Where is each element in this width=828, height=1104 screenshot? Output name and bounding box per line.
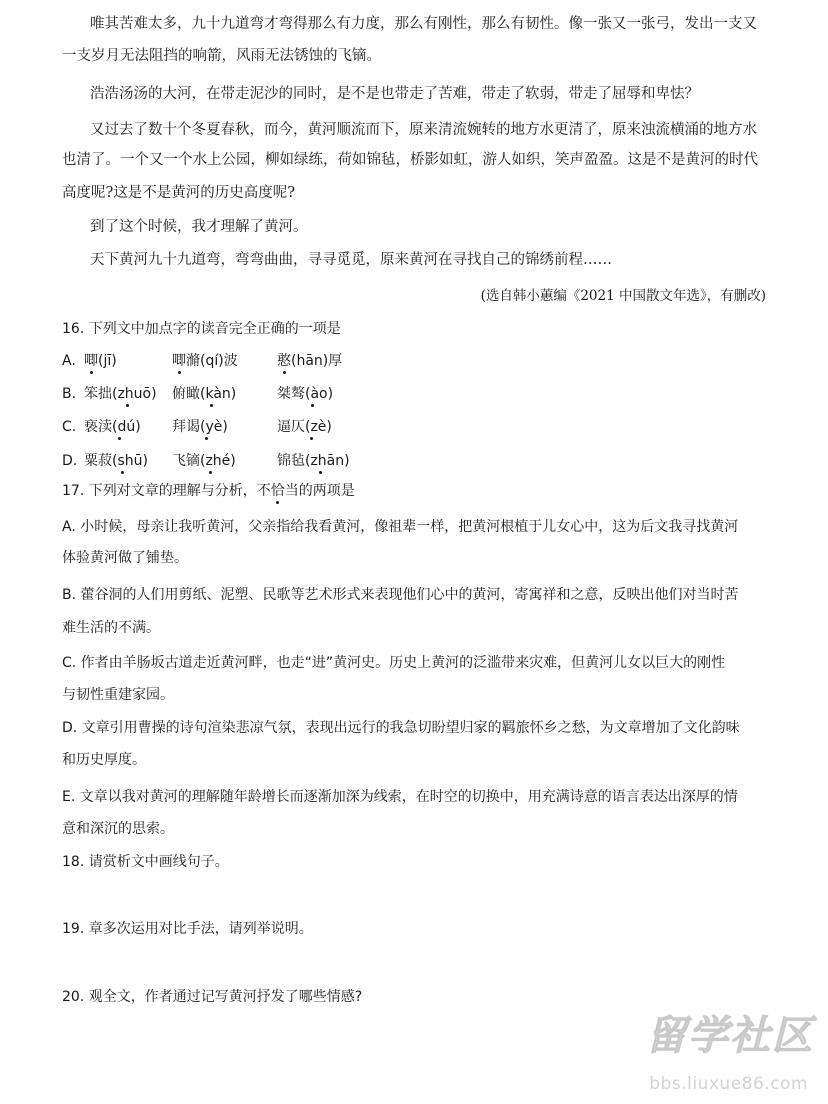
option-word-3: 憨(hān)厚 (277, 353, 343, 369)
passage-line: 到了这个时候，我才理解了黄河。 (90, 219, 308, 235)
q17-option-d-line: D. 文章引用曹操的诗句渲染悲凉气氛，表现出远行的我急切盼望归家的羁旅怀乡之愁，为文章增加了文化韵味 (62, 720, 740, 736)
option-word-3: 桀骜(ào) (277, 386, 334, 402)
question-18: 18. 请赏析文中画线句子。 (62, 854, 229, 870)
passage-line: 浩浩汤汤的大河，在带走泥沙的同时，是不是也带走了苦难，带走了软弱，带走了屈辱和卑怯？ (90, 86, 699, 102)
option-label: B. (62, 386, 77, 402)
question-19: 19. 章多次运用对比手法，请列举说明。 (62, 921, 313, 937)
q17-option-b-line: 难生活的不满。 (62, 620, 160, 636)
option-word-1: 唧(jī) (84, 353, 117, 369)
q17-option-a-line: A. 小时候，母亲让我听黄河，父亲指给我看黄河，像祖辈一样，把黄河根植于儿女心中，这为后文我寻找黄河 (62, 519, 739, 535)
question-20: 20. 观全文，作者通过记写黄河抒发了哪些情感? (62, 989, 363, 1005)
option-word-1: 笨拙(zhuō) (84, 386, 157, 402)
option-word-2: 唧滫(qí)波 (172, 353, 238, 369)
option-word-2: 拜谒(yè) (172, 419, 228, 435)
option-word-2: 飞镝(zhé) (172, 453, 236, 469)
watermark-logo: 留学社区 (646, 1013, 814, 1059)
passage-line: 天下黄河九十九道弯，弯弯曲曲，寻寻觅觅，原来黄河在寻找自己的锦绣前程…… (90, 252, 612, 268)
q17-option-a-line: 体验黄河做了铺垫。 (62, 550, 188, 566)
option-word-3: 锦毡(zhān) (277, 453, 350, 469)
source-citation: (选自韩小蕙编《2021 中国散文年选》，有删改) (480, 288, 766, 304)
q17-option-e-line: 意和深沉的思索。 (62, 821, 174, 837)
watermark-url: bbs.liuxue86.com (649, 1074, 808, 1094)
question-16-stem: 16. 下列文中加点字的读音完全正确的一项是 (62, 321, 341, 337)
option-label: D. (62, 453, 78, 469)
emphasis-not-appropriate: 不恰当 (256, 483, 299, 499)
option-label: A. (62, 353, 76, 369)
passage-line: 唯其苦难太多，九十九道弯才弯得那么有力度，那么有刚性，那么有韧性。像一张又一张弓，发出一支又 (90, 16, 757, 32)
question-17-stem: 17. 下列对文章的理解与分析，不恰当的两项是 (62, 483, 355, 499)
option-word-1: 亵渎(dú) (84, 419, 141, 435)
passage-line: 又过去了数十个冬夏春秋，而今，黄河顺流而下，原来清流婉转的地方水更清了，原来浊流横涌的地方水 (90, 122, 757, 138)
q17-option-d-line: 和历史厚度。 (62, 752, 146, 768)
q17-option-c-line: 与韧性重建家园。 (62, 687, 174, 703)
option-word-3: 逼仄(zè) (277, 419, 332, 435)
passage-line: 一支岁月无法阻挡的响箭，风雨无法锈蚀的飞镝。 (62, 48, 381, 64)
option-word-2: 俯瞰(kàn) (172, 386, 237, 402)
passage-line: 也清了。一个又一个水上公园，柳如绿练，荷如锦毡，桥影如虹，游人如织，笑声盈盈。这是不是黄河的时代 (62, 152, 758, 168)
q17-option-b-line: B. 藿谷洞的人们用剪纸、泥塑、民歌等艺术形式来表现他们心中的黄河，寄寓祥和之意，反映出他们对当时苦 (62, 587, 739, 603)
q17-option-e-line: E. 文章以我对黄河的理解随年龄增长而逐渐加深为线索，在时空的切换中，用充满诗意的语言表达出深厚的情 (62, 789, 738, 805)
site-watermark (644, 1004, 814, 1096)
q17-option-c-line: C. 作者由羊肠坂古道走近黄河畔，也走“进”黄河史。历史上黄河的泛滥带来灾难，但黄河儿女以巨大的刚性 (62, 655, 726, 671)
option-word-1: 粟菽(shū) (84, 453, 148, 469)
passage-line: 高度呢?这是不是黄河的历史高度呢? (62, 185, 296, 201)
option-label: C. (62, 419, 77, 435)
